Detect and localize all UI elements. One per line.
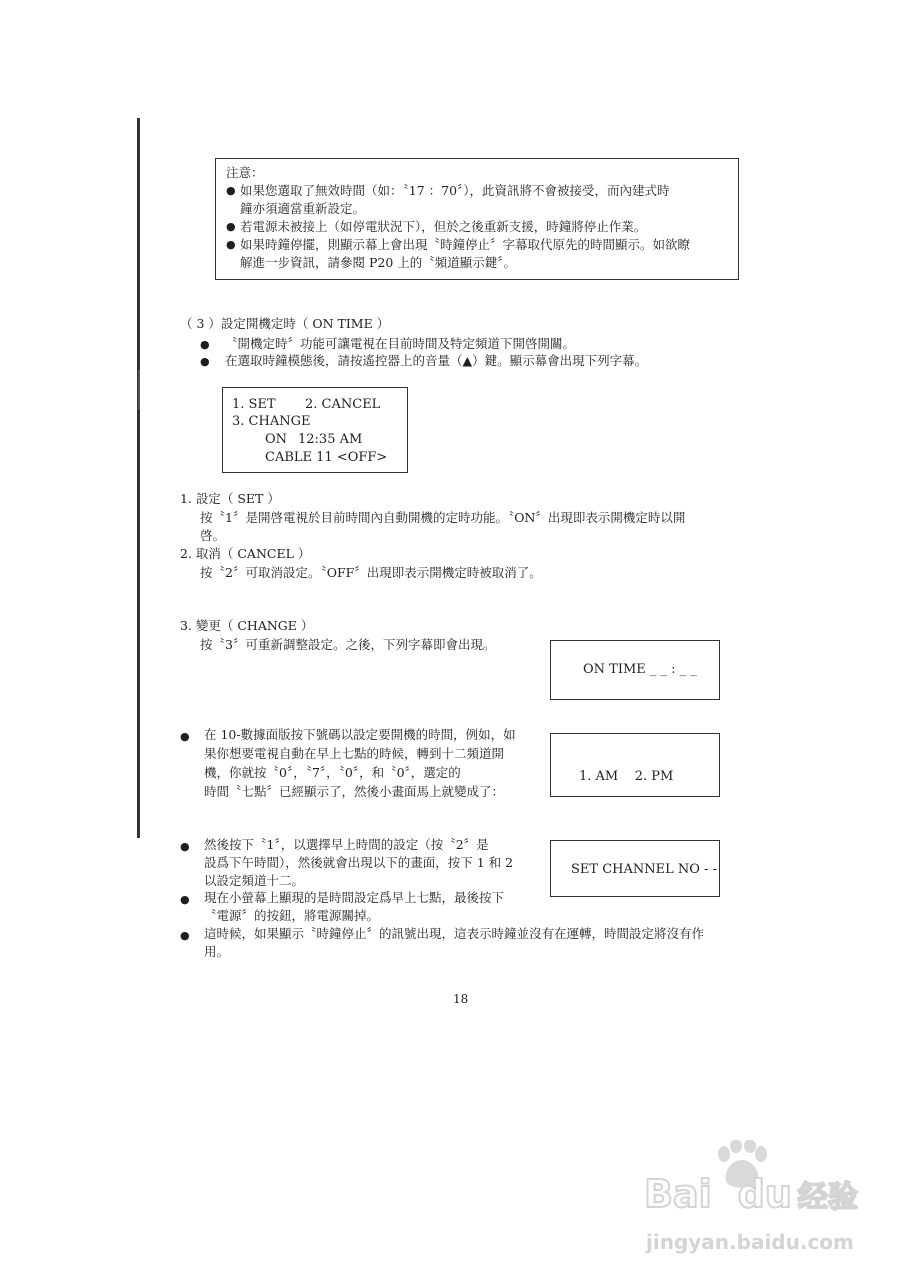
menu-display-box bbox=[222, 387, 408, 473]
bullet-icon: ● bbox=[200, 338, 210, 351]
bullet-icon: ● bbox=[180, 840, 190, 853]
item-set-text: 按〝1〞是開啓電視於目前時間內自動開機的定時功能。〝ON〞出現即表示開機定時以開 bbox=[200, 510, 686, 525]
note-item-2: 若電源未被接上（如停電狀況下），但於之後重新支援，時鐘將停止作業。 bbox=[240, 219, 647, 234]
section-bullet-2: 在選取時鐘模態後，請按遙控器上的音量（▲）鍵。顯示幕會出現下列字幕。 bbox=[225, 353, 648, 368]
channel-text: SET CHANNEL NO - - bbox=[571, 862, 717, 877]
menu-on-time: 12:35 AM bbox=[298, 432, 363, 447]
bullet-c-line-2: 〝電源〞的按鈕，將電源關掉。 bbox=[204, 908, 380, 923]
ampm-display-box bbox=[550, 733, 720, 797]
watermark-cn: 经验 bbox=[797, 1180, 858, 1215]
scan-mark bbox=[138, 370, 140, 410]
note-item-1-cont: 鐘亦須適當重新設定。 bbox=[240, 201, 366, 216]
item-set-heading: 1. 設定（ SET ） bbox=[180, 491, 280, 506]
bullet-icon: ● bbox=[226, 220, 236, 233]
bullet-icon: ● bbox=[180, 893, 190, 906]
note-box bbox=[215, 158, 739, 280]
bullet-d-line-2: 用。 bbox=[204, 944, 230, 959]
bullet-icon: ● bbox=[226, 184, 236, 197]
bullet-icon: ● bbox=[180, 730, 190, 743]
item-change-heading: 3. 變更（ CHANGE ） bbox=[180, 618, 314, 633]
bullet-b-line-1: 然後按下〝1〞，以選擇早上時間的設定（按〝2〞是 bbox=[204, 837, 489, 852]
bullet-b-line-3: 以設定頻道十二。 bbox=[204, 873, 305, 888]
item-cancel-text: 按〝2〞可取消設定。〝OFF〞出現即表示開機定時被取消了。 bbox=[200, 565, 542, 580]
bullet-a-line-4: 時間〝七點〞已經顯示了，然後小畫面馬上就變成了： bbox=[204, 784, 505, 799]
note-item-3-cont: 解進一步資訊，請參閱 P20 上的〝頻道顯示鍵〞。 bbox=[240, 255, 517, 270]
item-change-text: 按〝3〞可重新調整設定。之後，下列字幕即會出現。 bbox=[200, 637, 496, 652]
bullet-icon: ● bbox=[200, 355, 210, 368]
watermark-logo bbox=[644, 1172, 858, 1216]
ampm-text: 1. AM 2. PM bbox=[579, 769, 674, 784]
menu-set: 1. SET bbox=[232, 397, 276, 412]
bullet-d-line-1: 這時候，如果顯示〝時鐘停止〞的訊號出現，這表示時鐘並沒有在運轉，時間設定將沒有作 bbox=[204, 926, 705, 941]
bullet-icon: ● bbox=[180, 929, 190, 942]
menu-on-label: ON bbox=[265, 432, 288, 447]
menu-cancel: 2. CANCEL bbox=[305, 397, 381, 412]
section-bullet-1: 〝開機定時〞功能可讓電視在目前時間及特定頻道下開啓開關。 bbox=[225, 336, 576, 351]
note-item-3: 如果時鐘停擺，則顯示幕上會出現〝時鐘停止〞字幕取代原先的時間顯示。如欲瞭 bbox=[240, 237, 691, 252]
watermark-brand: Bai bbox=[644, 1172, 712, 1216]
channel-display-box bbox=[550, 840, 720, 897]
bullet-a-line-2: 果你想要電視自動在早上七點的時候，轉到十二頻道開 bbox=[204, 746, 505, 761]
menu-cable: CABLE 11 <OFF> bbox=[265, 450, 388, 465]
item-set-text-cont: 啓。 bbox=[200, 528, 226, 543]
ontime-text: ON TIME _ _ : _ _ bbox=[583, 662, 697, 677]
note-item-1: 如果您選取了無效時間（如：〝17 ：70〞），此資訊將不會被接受，而內建式時 bbox=[240, 183, 670, 198]
bullet-a-line-1: 在 10-數據面版按下號碼以設定要開機的時間，例如，如 bbox=[204, 727, 516, 742]
note-title: 注意： bbox=[226, 165, 264, 180]
menu-change: 3. CHANGE bbox=[232, 414, 311, 429]
bullet-a-line-3: 機，你就按〝0〞，〝7〞，〝0〞，和〝0〞，選定的 bbox=[204, 765, 461, 780]
ontime-display-box bbox=[550, 640, 720, 700]
bullet-b-line-2: 設爲下午時間），然後就會出現以下的畫面，按下 1 和 2 bbox=[204, 855, 514, 870]
item-cancel-heading: 2. 取消（ CANCEL ） bbox=[180, 546, 311, 561]
scan-edge bbox=[137, 118, 140, 838]
page-number: 18 bbox=[453, 992, 469, 1006]
watermark-brand-2: du bbox=[737, 1172, 792, 1216]
watermark bbox=[640, 1140, 890, 1270]
watermark-url: jingyan.baidu.com bbox=[646, 1230, 854, 1254]
bullet-c-line-1: 現在小螢幕上顯現的是時間設定爲早上七點，最後按下 bbox=[204, 890, 505, 905]
bullet-icon: ● bbox=[226, 238, 236, 251]
section-heading: （ 3 ）設定開機定時（ ON TIME ） bbox=[180, 316, 390, 331]
